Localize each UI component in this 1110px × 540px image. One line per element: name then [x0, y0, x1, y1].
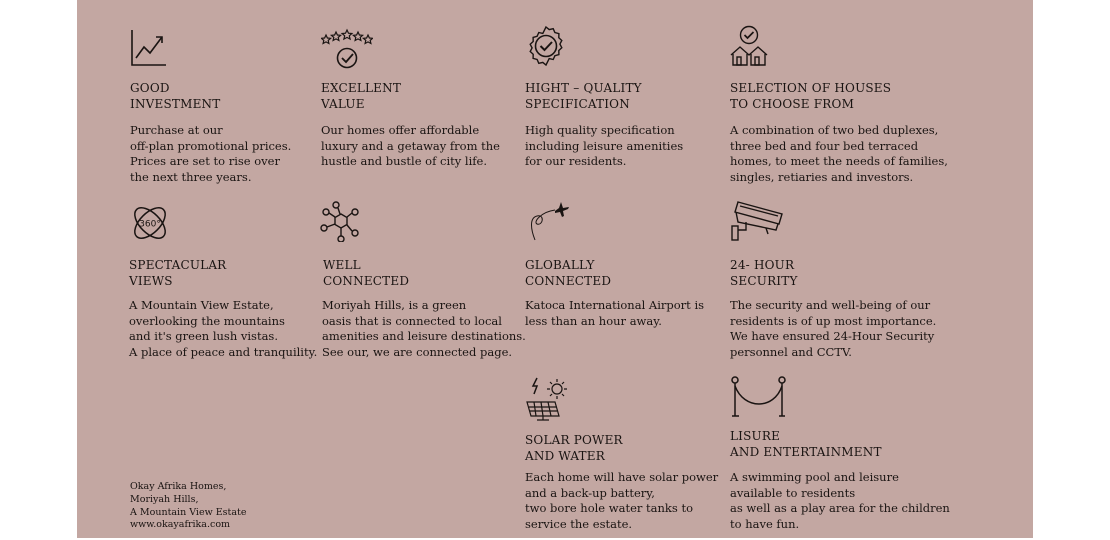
feature-body-line: three bed and four bed terraced	[730, 138, 919, 153]
feature-body-line: Each home will have solar power	[525, 470, 719, 484]
feature-body-line: luxury and a getaway from the	[321, 138, 500, 153]
feature-body-line: two bore hole water tanks to	[525, 501, 693, 515]
feature-title-line: TO CHOOSE FROM	[730, 96, 855, 111]
address-line: Okay Afrika Homes,	[130, 481, 227, 492]
feature-body-line: A Mountain View Estate,	[129, 298, 274, 312]
feature-title-line: SECURITY	[730, 273, 798, 288]
feature-body-line: the next three years.	[130, 169, 252, 184]
feature-body-line: The security and well-being of our	[730, 298, 931, 312]
feature-body-line: See our, we are connected page.	[322, 344, 513, 359]
feature-body-line: hustle and bustle of city life.	[321, 154, 487, 168]
feature-body-line: as well as a play area for the children	[730, 501, 950, 515]
feature-body-line: singles, retiaries and investors.	[730, 169, 914, 184]
feature-body-line: off-plan promotional prices.	[130, 138, 292, 153]
feature-body-line: Purchase at our	[130, 123, 223, 137]
feature-title-line: LISURE	[730, 429, 781, 443]
feature-title-line: SPECIFICATION	[525, 96, 630, 111]
badge-check-icon	[525, 25, 567, 67]
feature-body-line: to have fun.	[730, 516, 800, 531]
solar-panel-icon	[525, 376, 571, 422]
feature-title-line: VALUE	[321, 96, 365, 111]
feature-title-line: SELECTION OF HOUSES	[730, 81, 892, 95]
feature-body-line: less than an hour away.	[525, 313, 662, 328]
feature-body-line: A place of peace and tranquility.	[129, 344, 318, 359]
feature-title-line: AND WATER	[525, 448, 605, 463]
view-360-icon	[129, 202, 171, 244]
feature-title-line: INVESTMENT	[130, 96, 221, 111]
feature-body-line: service the estate.	[525, 516, 633, 531]
feature-title-line: EXCELLENT	[321, 81, 402, 95]
feature-title-line: 24- HOUR	[730, 258, 795, 272]
address-line: A Mountain View Estate	[130, 506, 247, 518]
feature-title-line: VIEWS	[129, 273, 173, 288]
houses-check-icon	[730, 25, 770, 67]
feature-title-line: AND ENTERTAINMENT	[730, 444, 882, 459]
feature-title-line: SOLAR POWER	[525, 433, 623, 447]
feature-title-line: GOOD	[130, 81, 170, 95]
airplane-path-icon	[525, 200, 571, 244]
feature-body-line: We have ensured 24-Hour Security	[730, 329, 935, 343]
stars-check-icon	[321, 28, 373, 70]
feature-title-line: HIGHT – QUALITY	[525, 81, 642, 95]
feature-body-line: Moriyah Hills, is a green	[322, 298, 467, 312]
feature-body-line: Katoca International Airport is	[525, 298, 705, 312]
feature-body-line: A combination of two bed duplexes,	[730, 123, 939, 137]
feature-title-line: GLOBALLY	[525, 258, 595, 272]
website-link[interactable]: www.okayafrika.com	[130, 519, 231, 531]
feature-title-line: CONNECTED	[323, 273, 410, 288]
feature-body-line: homes, to meet the needs of families,	[730, 154, 948, 168]
view-360-label: 360°	[139, 219, 161, 230]
feature-body-line: and it's green lush vistas.	[129, 329, 278, 343]
feature-title-line: CONNECTED	[525, 273, 612, 288]
feature-body-line: including leisure amenities	[525, 138, 684, 153]
feature-body-line: amenities and leisure destinations.	[322, 329, 526, 343]
feature-body-line: and a back-up battery,	[525, 485, 655, 500]
feature-body-line: residents is of up most importance.	[730, 313, 937, 328]
feature-body-line: High quality specification	[525, 123, 675, 137]
address-line: Moriyah Hills,	[130, 493, 199, 505]
chart-growth-icon	[130, 28, 170, 68]
feature-body-line: oasis that is connected to local	[322, 313, 502, 328]
feature-body-line: overlooking the mountains	[129, 313, 285, 328]
company-address	[130, 481, 246, 532]
feature-body-line: available to residents	[730, 485, 856, 500]
feature-body-line: Prices are set to rise over	[130, 154, 280, 168]
feature-body-line: A swimming pool and leisure	[730, 470, 899, 484]
feature-title-line: SPECTACULAR	[129, 258, 227, 272]
network-icon	[320, 200, 362, 242]
feature-body-line: Our homes offer affordable	[321, 123, 480, 137]
rope-barrier-icon	[730, 376, 788, 418]
feature-title-line: WELL	[323, 258, 361, 272]
feature-body-line: for our residents.	[525, 154, 627, 168]
cctv-camera-icon	[730, 200, 786, 244]
feature-body-line: personnel and CCTV.	[730, 344, 852, 359]
